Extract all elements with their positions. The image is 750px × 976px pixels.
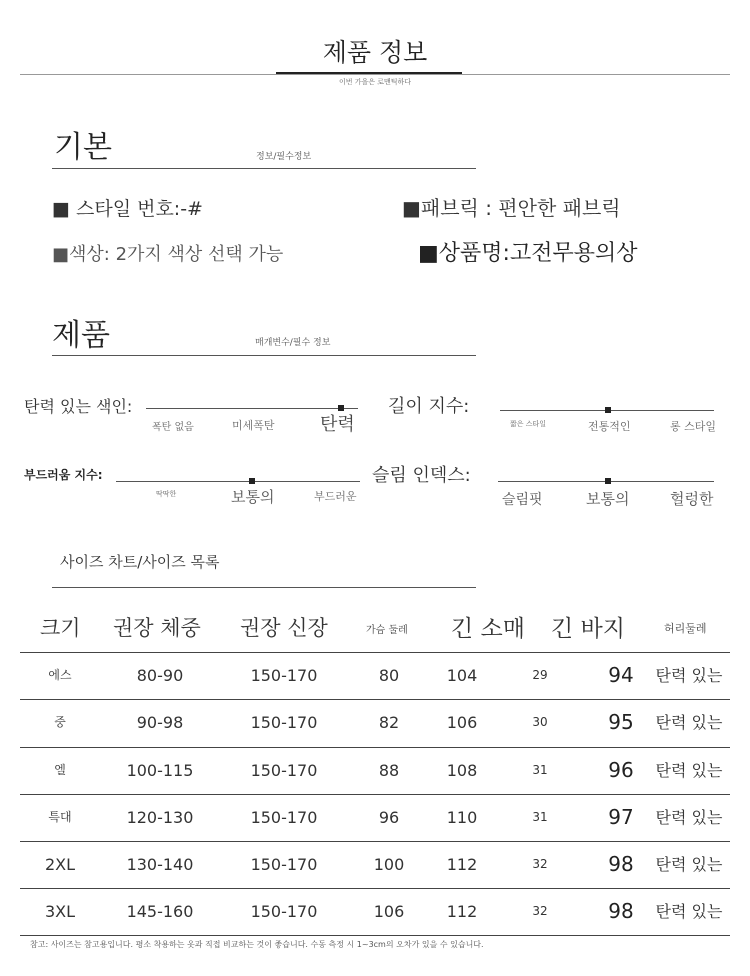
table-cell-sleeve: 110 xyxy=(446,808,478,827)
length-option-1: 짧은 스타일 xyxy=(510,420,547,428)
table-cell-waist: 탄력 있는 xyxy=(655,902,723,921)
table-cell-size: 에스 xyxy=(48,668,72,682)
softness-option-1: 딱딱한 xyxy=(156,490,177,498)
table-cell-waist: 탄력 있는 xyxy=(655,761,723,780)
softness-index-track xyxy=(116,481,360,482)
table-cell-size: 2XL xyxy=(44,855,76,874)
fabric-info: ■패브릭 : 편안한 패브릭 xyxy=(402,196,621,220)
table-cell-sleeve: 106 xyxy=(446,713,478,732)
basic-divider xyxy=(52,168,476,169)
basic-subheading: 정보/필수정보 xyxy=(256,152,312,162)
table-cell-chest: 100 xyxy=(373,855,405,874)
table-cell-height: 150-170 xyxy=(250,666,318,685)
table-bottom-divider xyxy=(20,935,730,936)
col-header-waist: 허리둘레 xyxy=(664,622,707,635)
table-cell-height: 150-170 xyxy=(250,902,318,921)
table-cell-waist-b: 96 xyxy=(608,758,634,782)
table-cell-waist: 탄력 있는 xyxy=(655,855,723,874)
table-cell-waist: 탄력 있는 xyxy=(655,713,723,732)
table-row-divider xyxy=(20,747,730,748)
page-subtitle: 이번 가을은 로맨틱하다 xyxy=(338,78,412,86)
col-header-weight: 권장 체중 xyxy=(113,616,201,640)
softness-index-marker xyxy=(249,478,255,484)
col-header-pants: 긴 바지 xyxy=(551,616,625,642)
table-cell-sleeve: 104 xyxy=(446,666,478,685)
table-row-divider xyxy=(20,794,730,795)
table-cell-size: 엘 xyxy=(54,763,66,777)
table-cell-size: 중 xyxy=(54,715,66,729)
length-index-marker xyxy=(605,407,611,413)
table-cell-pants: 31 xyxy=(532,763,548,777)
col-header-height: 권장 신장 xyxy=(240,616,328,640)
table-cell-height: 150-170 xyxy=(250,761,318,780)
slim-index-marker xyxy=(605,478,611,484)
table-cell-size: 특대 xyxy=(48,810,72,824)
elastic-option-1: 폭탄 없음 xyxy=(152,422,194,433)
elastic-option-2: 미세폭탄 xyxy=(232,419,275,432)
table-row-divider xyxy=(20,841,730,842)
elastic-index-label: 탄력 있는 색인: xyxy=(24,397,133,416)
table-cell-chest: 88 xyxy=(378,761,400,780)
col-header-sleeve: 긴 소매 xyxy=(451,616,525,642)
header-divider xyxy=(20,74,730,75)
slim-index-label: 슬림 인덱스: xyxy=(372,465,471,486)
table-cell-pants: 31 xyxy=(532,810,548,824)
table-row-divider xyxy=(20,888,730,889)
table-cell-pants: 30 xyxy=(532,715,548,729)
table-cell-sleeve: 112 xyxy=(446,855,478,874)
table-cell-chest: 106 xyxy=(373,902,405,921)
softness-index-label: 부드러움 지수: xyxy=(24,468,103,482)
table-cell-height: 150-170 xyxy=(250,713,318,732)
table-cell-waist-b: 98 xyxy=(608,852,634,876)
table-row-divider xyxy=(20,652,730,653)
slim-option-1: 슬림핏 xyxy=(502,492,543,508)
table-cell-weight: 120-130 xyxy=(126,808,194,827)
style-number: ■ 스타일 번호:-# xyxy=(52,198,203,220)
table-cell-pants: 29 xyxy=(532,668,548,682)
slim-option-2: 보통의 xyxy=(586,490,630,508)
table-cell-pants: 32 xyxy=(532,857,548,871)
table-cell-waist-b: 94 xyxy=(608,663,634,687)
table-cell-chest: 96 xyxy=(378,808,400,827)
slim-option-3: 헐렁한 xyxy=(670,490,714,508)
table-cell-size: 3XL xyxy=(44,902,76,921)
table-cell-sleeve: 108 xyxy=(446,761,478,780)
table-cell-waist: 탄력 있는 xyxy=(655,666,723,685)
softness-option-2: 보통의 xyxy=(231,488,275,506)
product-name-info: ■상품명:고전무용의상 xyxy=(418,241,638,266)
product-subheading: 매개변수/필수 정보 xyxy=(255,338,331,348)
product-heading: 제품 xyxy=(52,318,110,353)
table-cell-waist: 탄력 있는 xyxy=(655,808,723,827)
table-cell-sleeve: 112 xyxy=(446,902,478,921)
table-cell-weight: 80-90 xyxy=(136,666,184,685)
softness-option-3: 부드러운 xyxy=(314,490,357,503)
product-divider xyxy=(52,355,476,356)
elastic-option-3: 탄력 xyxy=(320,414,355,435)
col-header-size: 크기 xyxy=(40,616,81,640)
length-option-3: 롱 스타일 xyxy=(670,420,717,433)
table-cell-waist-b: 97 xyxy=(608,805,634,829)
table-row-divider xyxy=(20,699,730,700)
table-cell-pants: 32 xyxy=(532,904,548,918)
table-cell-height: 150-170 xyxy=(250,808,318,827)
table-cell-weight: 90-98 xyxy=(136,713,184,732)
table-cell-chest: 80 xyxy=(378,666,400,685)
col-header-chest: 가슴 둘레 xyxy=(366,625,408,636)
size-chart-heading: 사이즈 차트/사이즈 목록 xyxy=(60,553,220,571)
table-cell-weight: 100-115 xyxy=(126,761,194,780)
size-chart-divider xyxy=(52,587,476,588)
color-info: ■색상: 2가지 색상 선택 가능 xyxy=(52,244,284,265)
length-option-2: 전통적인 xyxy=(588,420,631,433)
table-cell-waist-b: 95 xyxy=(608,710,634,734)
table-cell-height: 150-170 xyxy=(250,855,318,874)
table-cell-weight: 130-140 xyxy=(126,855,194,874)
table-cell-waist-b: 98 xyxy=(608,899,634,923)
page-title: 제품 정보 xyxy=(322,38,428,67)
length-index-label: 길이 지수: xyxy=(388,396,470,417)
footnote: 참고: 사이즈는 참고용입니다. 평소 착용하는 옷과 직접 비교하는 것이 좋습니다. 수동 측정 시 1~3cm의 오차가 있을 수 있습니다. xyxy=(30,940,484,949)
table-cell-chest: 82 xyxy=(378,713,400,732)
table-cell-weight: 145-160 xyxy=(126,902,194,921)
header-title-underline xyxy=(276,72,462,74)
basic-heading: 기본 xyxy=(54,130,112,165)
elastic-index-track xyxy=(146,408,358,409)
